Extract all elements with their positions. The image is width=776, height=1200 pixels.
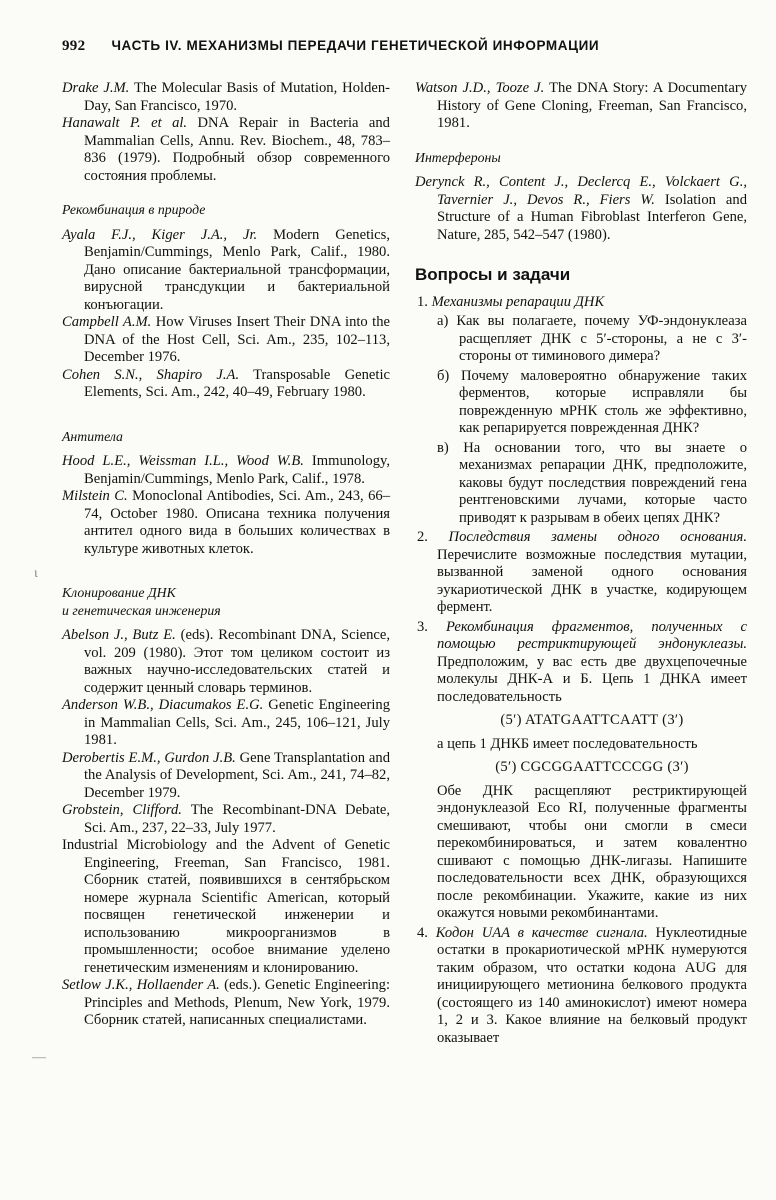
section-heading: Рекомбинация в природе [62, 202, 206, 217]
reference: Ayala F.J., Kiger J.A., Jr. Modern Genetics, Benjamin/Cummings, Menlo Park, Calif., 1980. Дано описание бактериальной трансформации, вирусной трансдукции и бактериальной конъюгации. [62, 226, 390, 313]
reference: Grobstein, Clifford. The Recombinant-DNA Debate, Sci. Am., 237, 22–33, July 1977. [62, 802, 390, 836]
section-heading: Клонирование ДНК [62, 585, 176, 600]
question-3: 3. Рекомбинация фрагментов, полученных с помощью рестриктирующей эндонуклеазы. Предположим, у вас есть две двухцепочечные молекулы ДНК-А и Б. Цепь 1 ДНКА имеет последовательность [417, 618, 747, 705]
reference: Setlow J.K., Hollaender A. (eds.). Genetic Engineering: Principles and Methods, Plenum, New York, 1979. Сборник статей, написанных специалистами. [62, 977, 390, 1028]
reference: Anderson W.B., Diacumakos E.G. Genetic Engineering in Mammalian Cells, Sci. Am., 245, 106–121, July 1981. [62, 697, 391, 748]
reference: Derynck R., Content J., Declercq E., Volckaert G., Tavernier J., Devos R., Fiers W. Isolation and Structure of a Human Fibroblast Interferon Gene, Nature, 285, 542–547 (1980). [415, 174, 747, 243]
reference: Milstein C. Monoclonal Antibodies, Sci. Am., 243, 66–74, October 1980. Описана техника получения антител одного вида в больших количествах в культуре животных клеток. [62, 488, 390, 557]
margin-mark: ι [34, 566, 38, 581]
reference: Cohen S.N., Shapiro J.A. Transposable Genetic Elements, Sci. Am., 242, 40–49, February 1980. [62, 366, 390, 400]
reference: Campbell A.M. How Viruses Insert Their DNA into the DNA of the Host Cell, Sci. Am., 235, 102–113, December 1976. [62, 314, 390, 365]
left-column [62, 80, 390, 1030]
section-heading: Антитела [62, 428, 123, 444]
question-2: 2. Последствия замены одного основания. Перечислите возможные последствия мутации, вызванной заменой одного основания эукариотической ДНК в участке, кодирующем фермент. [417, 529, 747, 615]
margin-mark: — [32, 1050, 46, 1065]
question-4: 4. Кодон UAA в качестве сигнала. Нуклеотидные остатки в прокариотической мРНК нумеруются таким образом, что остатки кодона AUG для инициирующего метионина белкового продукта (состоящего из 140 аминокислот) имеют номера 1, 2 и 3. Какое влияние на белковый продукт оказывает [417, 924, 747, 1046]
page-number: 992 [62, 38, 86, 54]
reference: Industrial Microbiology and the Advent of Genetic Engineering, Freeman, San Francisco, 1981. Сборник статей, появившихся в сентябрьском номере журнала Scientific American, который посвящен генетической инженерии и использованию микроорганизмов в промышленности; особое внимание уделено генетическим изменениям и клонированию. [62, 837, 390, 976]
question-1a: а) Как вы полагаете, почему УФ-эндонуклеаза расщепляет ДНК с 5′-стороны, а не с 3′-стороны от тиминового димера? [437, 313, 747, 364]
running-header [62, 38, 722, 55]
section-heading: Интерфероны [415, 149, 501, 165]
section-heading: и генетическая инженерия [62, 602, 221, 618]
reference: Hanawalt P. et al. DNA Repair in Bacteria and Mammalian Cells, Annu. Rev. Biochem., 48, 783–836 (1979). Подробный обзор современного состояния проблемы. [62, 115, 390, 184]
question-1b: б) Почему маловероятно обнаружение таких ферментов, которые исправляли бы поврежденную мРНК столь же эффективно, как репарируется поврежденная ДНК? [437, 367, 747, 436]
sequence-a: (5′) ATATGAATTCAATT (3′) [500, 712, 684, 728]
reference: Derobertis E.M., Gurdon J.B. Gene Transplantation and the Analysis of Development, Sci. Am., 241, 74–82, December 1979. [62, 749, 390, 801]
sequence-b: (5′) CGCGGAATTCCCGG (3′) [495, 759, 689, 775]
running-title: ЧАСТЬ IV. МЕХАНИЗМЫ ПЕРЕДАЧИ ГЕНЕТИЧЕСКОЙ ИНФОРМАЦИИ [111, 38, 600, 53]
question-1: 1. Механизмы репарации ДНК [417, 293, 605, 310]
reference: Hood L.E., Weissman I.L., Wood W.B. Immunology, Benjamin/Cummings, Menlo Park, Calif., 1978. [62, 453, 390, 487]
question-3-mid: а цепь 1 ДНКБ имеет последовательность [437, 735, 698, 752]
questions-heading: Вопросы и задачи [415, 265, 571, 284]
right-column [415, 80, 747, 1049]
reference: Drake J.M. The Molecular Basis of Mutation, Holden-Day, San Francisco, 1970. [62, 80, 390, 114]
reference: Watson J.D., Tooze J. The DNA Story: A Documentary History of Gene Cloning, Freeman, San Francisco, 1981. [415, 80, 747, 131]
reference: Abelson J., Butz E. (eds). Recombinant DNA, Science, vol. 209 (1980). Этот том целиком состоит из важных научно-исследовательских статей и содержит ценный словарь терминов. [62, 627, 390, 696]
question-3-body: Обе ДНК расщепляют рестриктирующей эндонуклеазой Eco RI, полученные фрагменты смешивают, чтобы они смогли в смеси перекомбинироваться, и затем ковалентно сшивают с помощью ДНК-лигазы. Напишите последовательности всех ДНК, образующихся после рекомбинации. Укажите, какие из них окажутся новыми рекомбинантами. [437, 782, 747, 921]
question-1c: в) На основании того, что вы знаете о механизмах репарации ДНК, предположите, каковы будут последствия повреждений гена рентгеновскими лучами, которые часто приводят к разрывам в обеих цепях ДНК? [437, 439, 747, 526]
